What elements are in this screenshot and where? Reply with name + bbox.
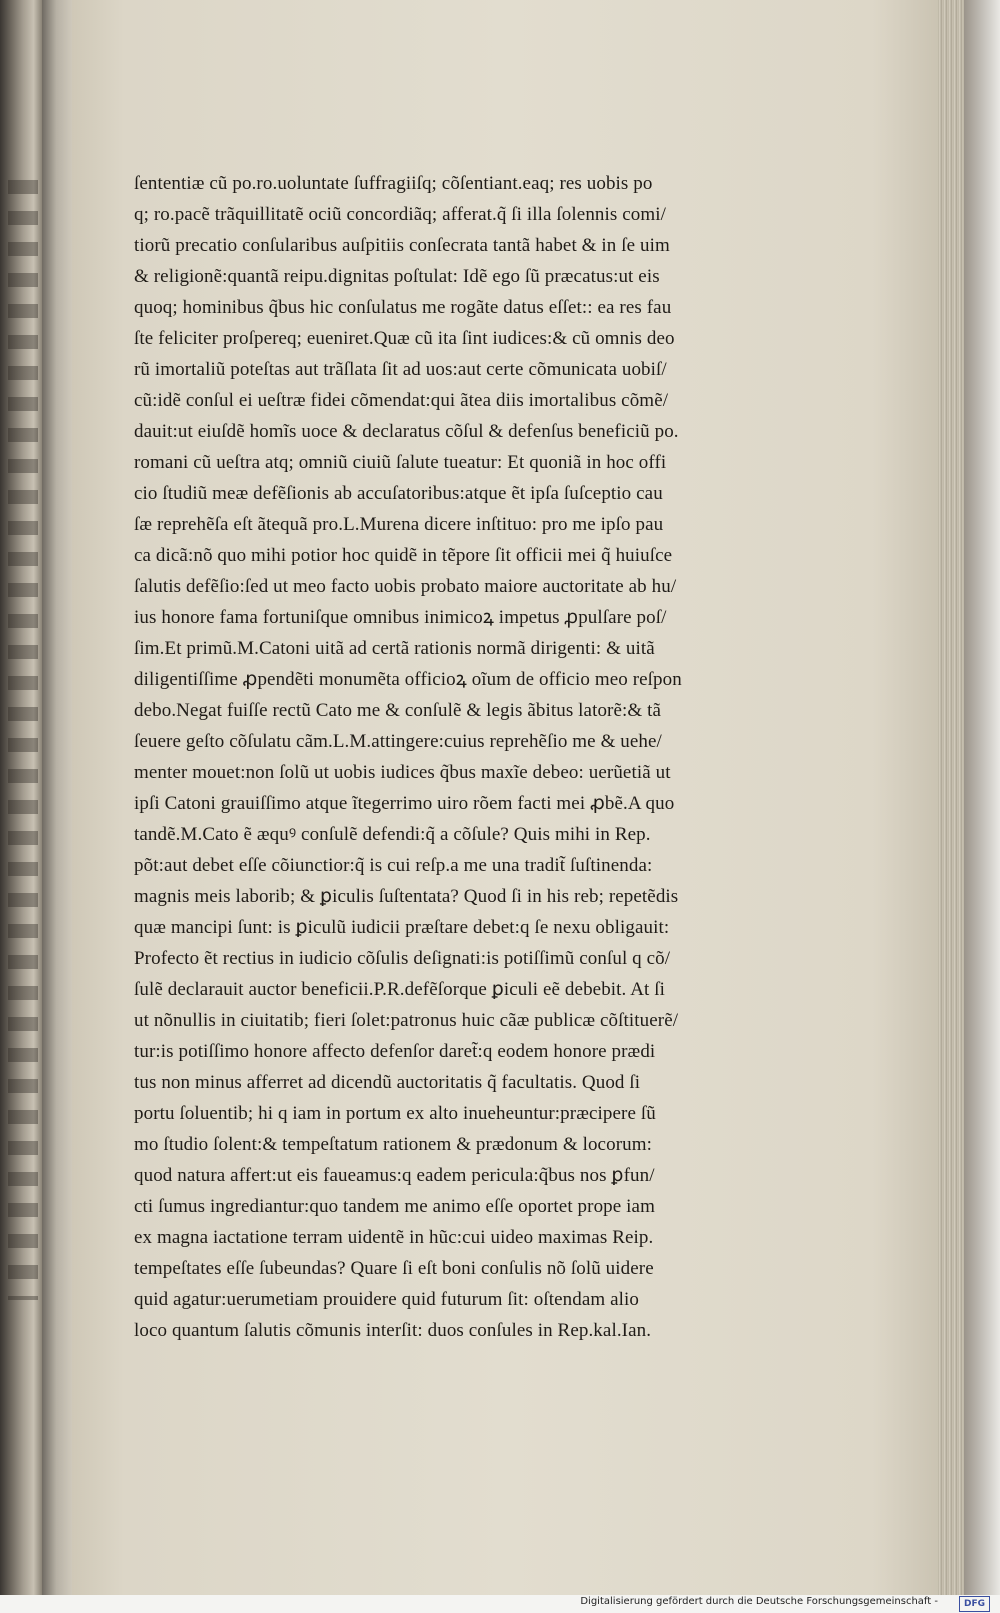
text-line: mo ſtudio ſolent:& tempeſtatum rationem & prædonum & locorum: xyxy=(134,1134,652,1155)
text-line: cti ſumus ingrediantur:quo tandem me animo eſſe oportet prope iam xyxy=(134,1196,655,1217)
text-line: loco quantum ſalutis cõmunis interſit: duos conſules in Rep.kal.Ian. xyxy=(134,1320,652,1341)
text-line: ſeuere geſto cõſulatu cãm.L.M.attingere:cuius reprehẽſio me & uehe/ xyxy=(134,731,662,752)
text-line: ut nõnullis in ciuitatib; fieri ſolet:patronus huic cãæ publicæ cõſtituerẽ/ xyxy=(134,1010,679,1031)
printed-page xyxy=(72,0,942,1595)
text-line: magnis meis laborib; & ꝑiculis ſuſtentata? Quod ſi in his reb; repetẽdis xyxy=(134,886,679,907)
text-line: ſulẽ declarauit auctor beneficii.P.R.defẽſorque ꝑiculi eẽ debebit. At ſi xyxy=(134,979,666,1000)
text-line: Profecto ẽt rectius in iudicio cõſulis deſignati:is potiſſimũ conſul q cõ/ xyxy=(134,948,671,969)
text-block xyxy=(134,168,806,1346)
text-line: ca dicã:nõ quo mihi potior hoc quidẽ in tẽpore ſit officii mei q̃ huiuſce xyxy=(134,545,673,566)
text-line: ſim.Et primũ.M.Catoni uitã ad certã rationis normã dirigenti: & uitã xyxy=(134,638,655,659)
text-line: cio ſtudiũ meæ defẽſionis ab accuſatoribus:atque ẽt ipſa ſuſceptio cau xyxy=(134,483,663,504)
text-line: quod natura affert:ut eis faueamus:q eadem pericula:q̃bus nos ꝑfun/ xyxy=(134,1165,655,1186)
text-line: ſalutis defẽſio:ſed ut meo facto uobis probato maiore auctoritate ab hu/ xyxy=(134,576,677,597)
dfg-logo: DFG xyxy=(959,1596,990,1612)
text-line: romani cũ ueſtra atq; omniũ ciuiũ ſalute tueatur: Et quoniã in hoc offi xyxy=(134,452,667,473)
text-line: quæ mancipi ſunt: is ꝑiculũ iudicii præſtare debet:q ſe nexu obligauit: xyxy=(134,917,670,938)
page-edge-shadow xyxy=(964,0,1000,1595)
text-line: menter mouet:non ſolũ ut uobis iudices q̃bus maxĩe debeo: uerũetiã ut xyxy=(134,762,671,783)
text-line: tur:is potiſſimo honore affecto defenſor daret̃:q eodem honore prædi xyxy=(134,1041,656,1062)
left-facing-page xyxy=(0,0,42,1595)
text-line: ſæ reprehẽſa eſt ãtequã pro.L.Murena dicere inſtituo: pro me ipſo pau xyxy=(134,514,664,535)
footer-credit: Digitalisierung gefördert durch die Deutsche Forschungsgemeinschaft - xyxy=(580,1596,938,1607)
text-line: tus non minus afferret ad dicendũ auctoritatis q̃ facultatis. Quod ſi xyxy=(134,1072,641,1093)
text-line: ius honore fama fortuniſque omnibus inimicoꝝ impetus ꝓpulſare poſ/ xyxy=(134,607,667,628)
text-line: põt:aut debet eſſe cõiunctior:q̃ is cui reſp.a me una tradit̃ ſuſtinenda: xyxy=(134,855,653,876)
text-line: q; ro.pacẽ trãquillitatẽ ociũ concordiãq; afferat.q̃ ſi illa ſolennis comi/ xyxy=(134,204,667,225)
text-line: ſententiæ cũ po.ro.uoluntate ſuffragiiſq; cõſentiant.eaq; res uobis po xyxy=(134,173,653,194)
text-line: debo.Negat fuiſſe rectũ Cato me & conſulẽ & legis ãbitus latorẽ:& tã xyxy=(134,700,662,721)
text-line: ſte feliciter proſpereq; eueniret.Quæ cũ ita ſint iudices:& cũ omnis deo xyxy=(134,328,675,349)
footer-bar xyxy=(0,1595,1000,1613)
text-line: dauit:ut eiuſdẽ homĩs uoce & declaratus cõſul & defenſus beneficiũ po. xyxy=(134,421,679,442)
text-line: rũ imortaliũ poteſtas aut trãſlata ſit ad uos:aut certe cõmunicata uobiſ/ xyxy=(134,359,667,380)
text-line: & religionẽ:quantã reipu.dignitas poſtulat: Idẽ ego ſũ præcatus:ut eis xyxy=(134,266,660,287)
text-line: diligentiſſime ꝓpendẽti monumẽta officioꝝ oĩum de officio meo reſpon xyxy=(134,669,682,690)
text-line: tempeſtates eſſe ſubeundas? Quare ſi eſt boni conſulis nõ ſolũ uidere xyxy=(134,1258,654,1279)
text-line: tandẽ.M.Cato ẽ æquꝰ conſulẽ defendi:q̃ a cõſule? Quis mihi in Rep. xyxy=(134,824,651,845)
text-line: tiorũ precatio conſularibus auſpitiis conſecrata tantã habet & in ſe uim xyxy=(134,235,670,256)
left-page-text-fragments xyxy=(8,180,38,1300)
text-line: portu ſoluentib; hi q iam in portum ex alto inueheuntur:præcipere ſũ xyxy=(134,1103,656,1124)
text-line: quid agatur:uerumetiam prouidere quid futurum ſit: oſtendam alio xyxy=(134,1289,640,1310)
text-line: quoq; hominibus q̃bus hic conſulatus me rogãte datus eſſet:: ea res fau xyxy=(134,297,672,318)
text-line: ex magna iactatione terram uidentẽ in hũc:cui uideo maximas Reip. xyxy=(134,1227,654,1248)
text-line: ipſi Catoni grauiſſimo atque ĩtegerrimo uiro rõem facti mei ꝓbẽ.A quo xyxy=(134,793,675,814)
text-line: cũ:idẽ conſul ei ueſtræ fidei cõmendat:qui ãtea diis imortalibus cõmẽ/ xyxy=(134,390,669,411)
